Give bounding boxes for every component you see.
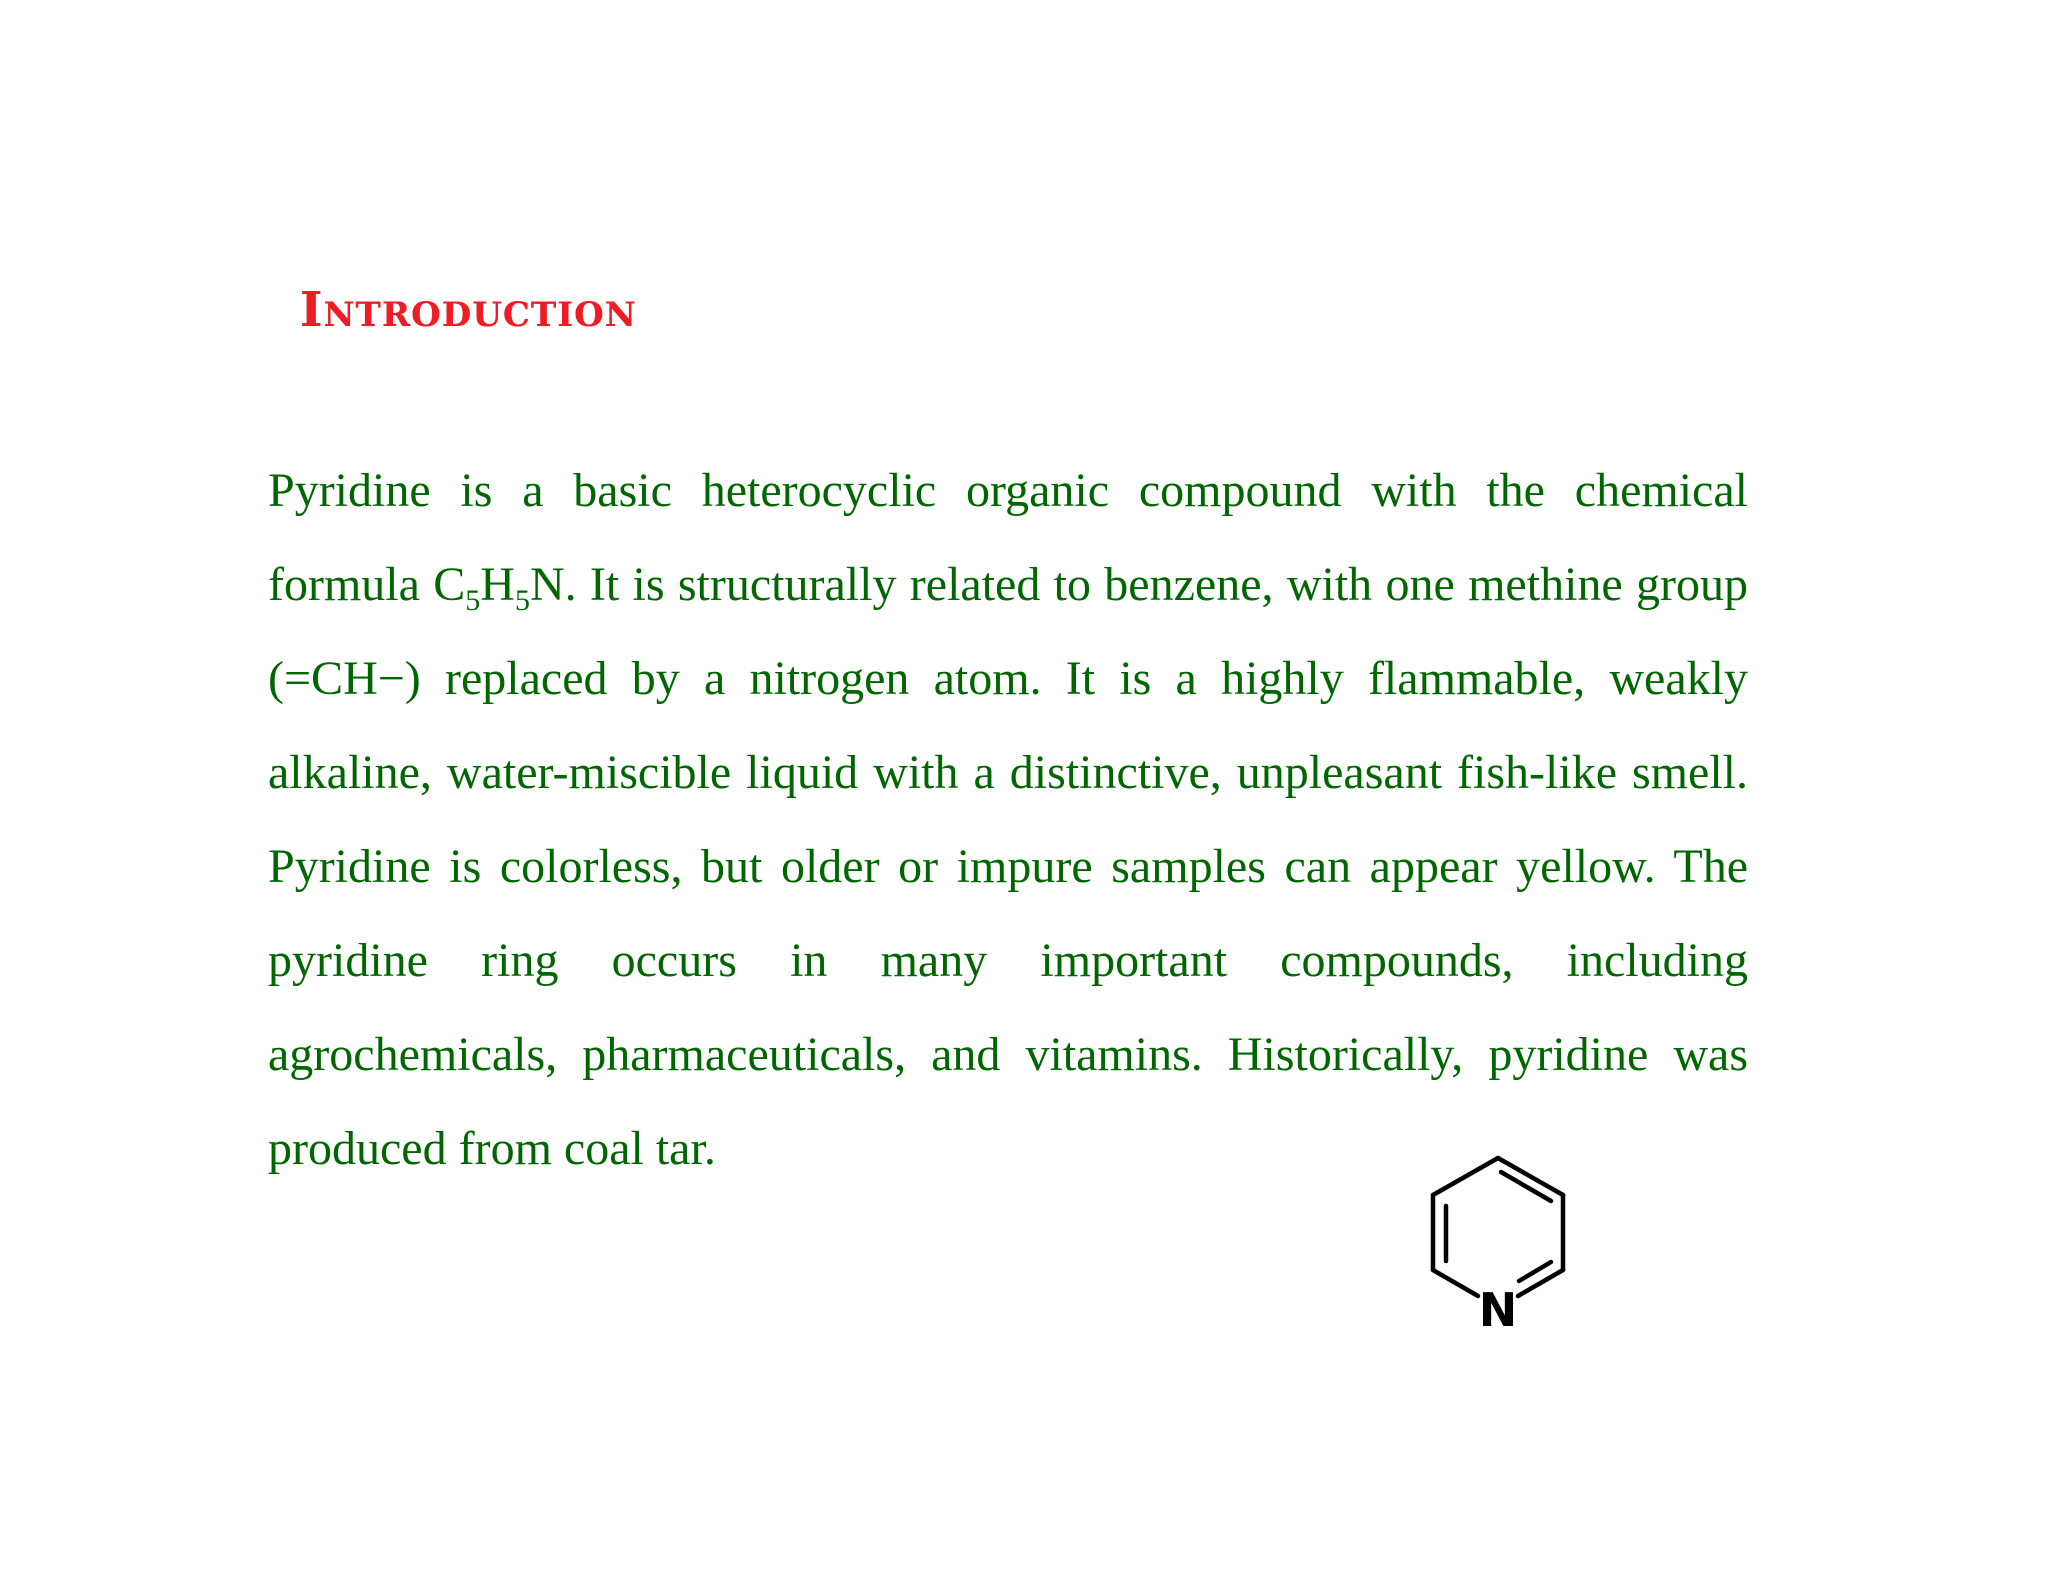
pyridine-structure [1398,1148,1598,1348]
bond-right-n [1518,1270,1563,1296]
bond-n-left [1433,1270,1478,1296]
bond-top-left [1433,1158,1498,1195]
formula-subscript-2: 5 [514,584,530,617]
nitrogen-atom-label: N [1478,1283,1518,1337]
intro-paragraph [268,444,1748,1196]
section-heading: Introduction [300,282,637,338]
paragraph-text-1: Pyridine is a basic heterocyclic organic compound with the chemical formula C [268,464,1748,611]
paragraph-text-3: N. It is structurally related to benzene, with one methine group (=CH−) replaced by a nitrogen atom. It is a highly flammable, weakly alkaline, water-miscible liquid with a distinctive, unpleasant fish-like smell. Pyridine is colorless, but older or impure samples can appear yellow. The pyridine ring occurs in many important compounds, including agrochemicals, pharmaceuticals, and vitamins. Historically, pyridine was produced from coal tar. [268,558,1749,1175]
paragraph-text-2: H [480,558,515,611]
formula-subscript-1: 5 [465,584,481,617]
